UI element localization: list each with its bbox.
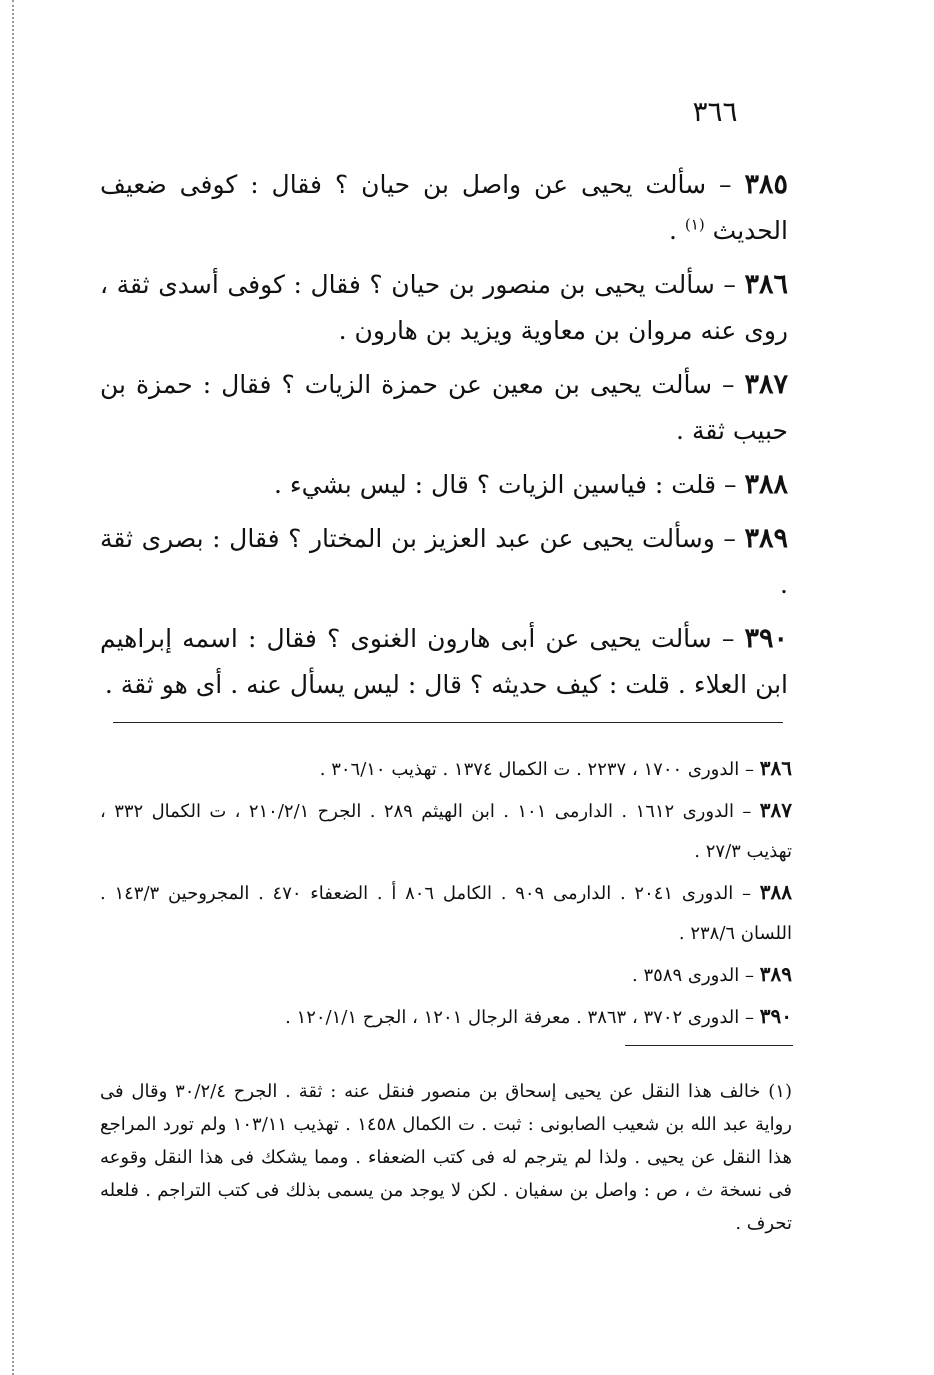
main-text xyxy=(100,162,788,716)
footnote-divider xyxy=(625,1045,793,1046)
entry-386 xyxy=(100,262,788,354)
entry-separator: – xyxy=(719,170,732,199)
reference-number: ٣٩٠ xyxy=(759,1004,792,1028)
entry-389 xyxy=(100,516,788,608)
entry-separator: – xyxy=(721,624,735,653)
entry-number: ٣٨٦ xyxy=(744,269,788,300)
entry-number: ٣٨٩ xyxy=(744,523,789,554)
reference-number: ٣٨٨ xyxy=(759,880,792,904)
entry-text: سألت يحيى عن واصل بن حيان ؟ فقال : كوفى ضعيف الحديث xyxy=(100,170,788,245)
reference-text: الدورى ١٦١٢ . الدارمى ١٠١ . ابن الهيثم ٢٨٩ . الجرح ٢١٠/٢/١ ، ت الكمال ٣٣٢ ، تهذيب ٢٧/٣ . xyxy=(100,801,792,862)
entry-number: ٣٩٠ xyxy=(744,623,788,654)
references-section xyxy=(100,748,792,1038)
reference-text: الدورى ٢٠٤١ . الدارمى ٩٠٩ . الكامل ٨٠٦ أ . الضعفاء ٤٧٠ . المجروحين ١٤٣/٣ . اللسان ٢٣٨/٦ . xyxy=(100,883,792,944)
footnote-marker: (١) xyxy=(768,1081,792,1102)
entry-separator: – xyxy=(724,470,737,499)
entry-390 xyxy=(100,616,788,708)
entry-388 xyxy=(100,462,788,508)
entry-number: ٣٨٥ xyxy=(744,169,789,200)
reference-separator: – xyxy=(742,883,751,904)
entry-separator: – xyxy=(723,270,736,299)
reference-number: ٣٨٩ xyxy=(759,962,792,986)
page-number: ٣٦٦ xyxy=(692,95,738,128)
entry-separator: – xyxy=(723,524,736,553)
entry-385 xyxy=(100,162,788,254)
reference-number: ٣٨٦ xyxy=(759,756,792,780)
reference-text: الدورى ١٧٠٠ ، ٢٢٣٧ . ت الكمال ١٣٧٤ . تهذيب ٣٠٦/١٠ . xyxy=(319,759,740,780)
reference-389 xyxy=(100,954,792,996)
entry-end: . xyxy=(669,216,677,245)
entry-387 xyxy=(100,362,788,454)
entry-text: قلت : فياسين الزيات ؟ قال : ليس بشيء . xyxy=(274,470,717,499)
reference-text: الدورى ٣٧٠٢ ، ٣٨٦٣ . معرفة الرجال ١٢٠١ ، الجرح ١٢٠/١/١ . xyxy=(285,1007,740,1028)
entry-number: ٣٨٧ xyxy=(744,369,788,400)
footnote xyxy=(100,1075,792,1240)
reference-387 xyxy=(100,790,792,872)
entry-text: سألت يحيى عن أبى هارون الغنوى ؟ فقال : اسمه إبراهيم ابن العلاء . قلت : كيف حديثه ؟ قال : ليس يسأل عنه . أى هو ثقة . xyxy=(100,624,788,699)
footnote-text: خالف هذا النقل عن يحيى إسحاق بن منصور فنقل عنه : ثقة . الجرح ٣٠/٢/٤ وقال فى رواية عبد الله بن شعيب الصابونى : ثبت . ت الكمال ١٤٥٨ . تهذيب ١٠٣/١١ ولم تورد المراجع هذا النقل عن يحيى . ولذا لم يترجم له فى كتب الضعفاء . ومما يشكك فى هذا النقل وقوعه فى نسخة ث ، ص : واصل بن سفيان . لكن لا يوجد من يسمى بذلك فى كتب التراجم . فلعله تحرف . xyxy=(100,1081,792,1234)
entry-text: سألت يحيى بن معين عن حمزة الزيات ؟ فقال : حمزة بن حبيب ثقة . xyxy=(100,370,788,445)
page-margin-dotted-line xyxy=(12,0,14,1375)
reference-390 xyxy=(100,996,792,1038)
reference-separator: – xyxy=(745,965,755,986)
entry-number: ٣٨٨ xyxy=(744,469,788,500)
reference-separator: – xyxy=(742,801,752,822)
entry-text: سألت يحيى بن منصور بن حيان ؟ فقال : كوفى أسدى ثقة ، روى عنه مروان بن معاوية ويزيد بن هارون . xyxy=(100,270,788,345)
references-divider xyxy=(113,722,783,723)
entry-separator: – xyxy=(722,370,735,399)
reference-388 xyxy=(100,872,792,954)
reference-386 xyxy=(100,748,792,790)
reference-separator: – xyxy=(745,759,755,780)
reference-separator: – xyxy=(745,1007,755,1028)
reference-text: الدورى ٣٥٨٩ . xyxy=(632,965,740,986)
footnote-marker: (١) xyxy=(684,215,705,234)
reference-number: ٣٨٧ xyxy=(759,798,792,822)
entry-text: وسألت يحيى عن عبد العزيز بن المختار ؟ فقال : بصرى ثقة . xyxy=(100,524,788,599)
